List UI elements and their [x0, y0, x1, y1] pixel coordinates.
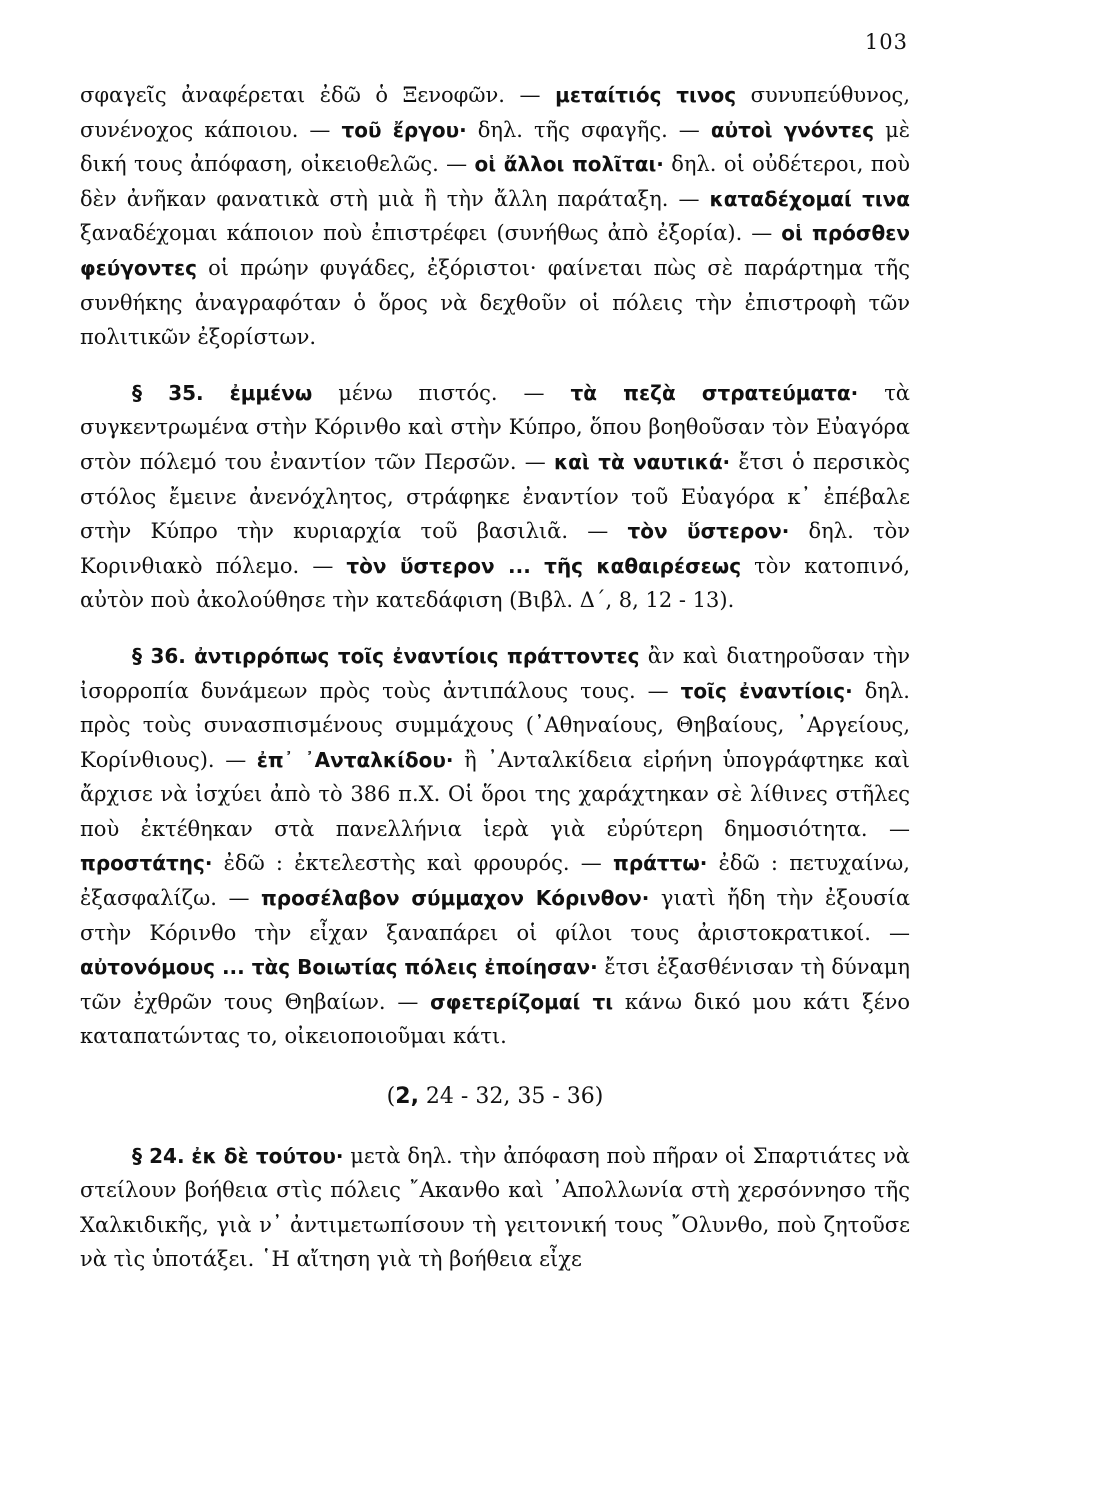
text-span: ἐδῶ : πετυχαίνω, ἐξασφαλίζω. — — [80, 851, 910, 911]
paragraph-section-24 — [80, 1139, 910, 1277]
heading-book-number: 2, — [395, 1084, 419, 1110]
text-span: τὰ συγκεντρωμένα στὴν Κόρινθο καὶ στὴν Κύπρο, ὅπου βοηθοῦσαν τὸν Εὐαγόρα στὸν πόλεμό του ἐναντίον τῶν Περσῶν. — — [80, 380, 910, 474]
text-span: κάνω δικό μου κάτι ξένο καταπατώντας το, οἰκειοποιοῦμαι κάτι. — [80, 989, 910, 1049]
heading-open-paren: ( — [386, 1084, 396, 1110]
text-span: δηλ. πρὸς τοὺς συνασπισμένους συμμάχους (᾽Αθηναίους, Θηβαίους, ᾽Αργείους, Κορίνθιους). — — [80, 678, 910, 772]
lemma: ἐμμένω — [229, 380, 313, 405]
lemma: τὸν ὕστερον· — [627, 519, 790, 544]
text-span: γιατὶ ἤδη τὴν ἐξουσία στὴν Κόρινθο τὴν εἶχαν ξαναπάρει οἱ φίλοι τους ἀριστοκρατικοί. — — [80, 886, 910, 945]
text-span: ἐδῶ : ἐκτελεστὴς καὶ φρουρός. — — [212, 851, 613, 876]
text-span: δηλ. τῆς σφαγῆς. — — [466, 117, 711, 142]
section-number: § 36. — [132, 643, 186, 668]
section-number: § 35. — [132, 380, 204, 405]
section-number: § 24. — [132, 1143, 185, 1168]
heading-range: 24 - 32, 35 - 36) — [418, 1084, 604, 1110]
lemma: προσέλαβον σύμμαχον Κόρινθον· — [260, 886, 650, 911]
page-body — [80, 78, 910, 1277]
text-span: ἔτσι ὁ περσικὸς στόλος ἔμεινε ἀνενόχλητος, στράφηκε ἐναντίον τοῦ Εὐαγόρα κ᾽ ἐπέβαλε στὴν Κύπρο τὴν κυριαρχία τοῦ βασιλιᾶ. — — [80, 449, 911, 544]
text-span: ἢ ᾽Ανταλκίδεια εἰρήνη ὑπογράφτηκε καὶ ἄρχισε νὰ ἰσχύει ἀπὸ τὸ 386 π.Χ. Οἱ ὅροι της χαράχτηκαν σὲ λίθινες στῆλες ποὺ ἐκτέθηκαν στὰ πανελλήνια ἱερὰ γιὰ εὐρύτερη δημοσιότητα. — — [80, 747, 911, 841]
lemma: προστάτης· — [80, 851, 213, 876]
text-span: ξαναδέχομαι κάποιον ποὺ ἐπιστρέφει (συνήθως ἀπὸ ἐξορία). — — [80, 221, 782, 246]
text-span: μένω πιστός. — — [312, 380, 571, 405]
lemma: ἀντιρρόπως τοῖς ἐναντίοις πράττοντες — [194, 643, 640, 668]
paragraph-section-35 — [80, 376, 910, 618]
text-span: ἂν καὶ διατηροῦσαν τὴν ἰσορροπία δυνάμεων πρὸς τοὺς ἀντιπάλους τους. — — [80, 643, 910, 703]
lemma: τοῖς ἐναντίοις· — [680, 678, 853, 703]
lemma: οἱ πρόσθεν φεύγοντες — [80, 221, 910, 280]
text-span: μετὰ δηλ. τὴν ἀπόφαση ποὺ πῆραν οἱ Σπαρτιάτες νὰ στείλουν βοήθεια στὶς πόλεις ῎Ακανθο καὶ ᾽Απολλωνία στὴ χερσόννησο τῆς Χαλκιδικῆς, γιὰ ν᾽ ἀντιμετωπίσουν τὴ γειτονική τους ῎Ολυνθο, ποὺ ζητοῦσε νὰ τὶς ὑποτάξει. ῾Η αἴτηση γιὰ τὴ βοήθεια εἶχε — [80, 1143, 910, 1272]
lemma: καταδέχομαί τινα — [709, 186, 910, 211]
page-number: 103 — [864, 30, 908, 54]
text-span: ἔτσι ἐξασθένισαν τὴ δύναμη τῶν ἐχθρῶν τους Θηβαίων. — — [80, 955, 910, 1014]
text-span: μὲ δική τους ἀπόφαση, οἰκειοθελῶς. — — [80, 117, 911, 177]
text-span: δηλ. οἱ οὐδέτεροι, ποὺ δὲν ἀνῆκαν φανατικὰ στὴ μιὰ ἢ τὴν ἄλλη παράταξη. — — [80, 152, 911, 211]
text-span: τὸν κατοπινό, αὐτὸν ποὺ ἀκολούθησε τὴν κατεδάφιση (Βιβλ. Δ΄, 8, 12 - 13). — [80, 553, 910, 613]
lemma: τὰ πεζὰ στρατεύματα· — [570, 380, 859, 405]
lemma: μεταίτιός τινος — [555, 83, 737, 107]
lemma: ἐκ δὲ τούτου· — [191, 1143, 344, 1168]
text-span: συνυπεύθυνος, συνένοχος κάποιου. — — [80, 83, 910, 142]
lemma: τοῦ ἔργου· — [341, 117, 467, 142]
lemma: πράττω· — [613, 851, 708, 876]
text-span: οἱ πρώην φυγάδες, ἐξόριστοι· φαίνεται πὼς σὲ παράρτημα τῆς συνθήκης ἀναγραφόταν ὁ ὅρος νὰ δεχθοῦν οἱ πόλεις τὴν ἐπιστροφὴ τῶν πολιτικῶν ἐξορίστων. — [80, 255, 910, 350]
text-span: δηλ. τὸν Κορινθιακὸ πόλεμο. — — [80, 519, 910, 578]
paragraph-section-36 — [80, 639, 910, 1054]
lemma: αὐτονόμους ... τὰς Βοιωτίας πόλεις ἐποίησαν· — [80, 955, 598, 980]
lemma: αὐτοὶ γνόντες — [710, 117, 875, 142]
section-heading — [80, 1080, 910, 1115]
lemma: ἐπ᾽ ᾽Ανταλκίδου· — [256, 747, 454, 772]
lemma: σφετερίζομαί τι — [430, 989, 613, 1014]
paragraph-continuation — [80, 78, 910, 355]
lemma: τὸν ὕστερον ... τῆς καθαιρέσεως — [346, 553, 742, 578]
text-span: σφαγεῖς ἀναφέρεται ἐδῶ ὁ Ξενοφῶν. — — [80, 83, 556, 107]
lemma: καὶ τὰ ναυτικά· — [553, 449, 731, 474]
lemma: οἱ ἄλλοι πολῖται· — [474, 152, 664, 177]
